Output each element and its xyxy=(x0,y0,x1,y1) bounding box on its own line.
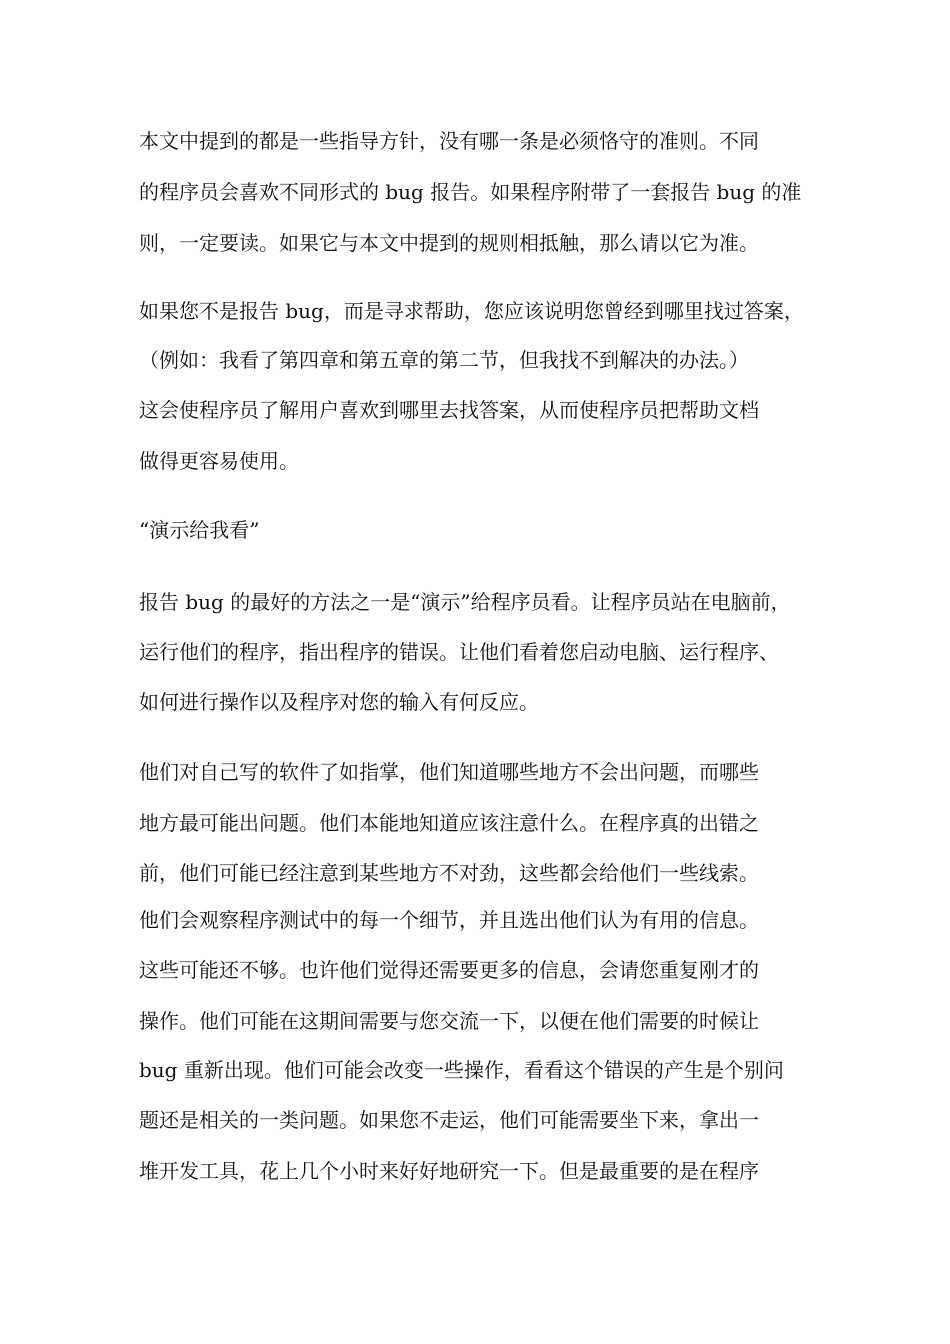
paragraph-3-line-2: 运行他们的程序，指出程序的错误。让他们看着您启动电脑、运行程序、 xyxy=(139,640,779,664)
paragraph-2-line-4: 做得更容易使用。 xyxy=(139,449,299,473)
paragraph-4-line-9: 堆开发工具，花上几个小时来好好地研究一下。但是最重要的是在程序 xyxy=(139,1159,759,1183)
paragraph-4-line-6: 操作。他们可能在这期间需要与您交流一下，以便在他们需要的时候让 xyxy=(139,1009,759,1033)
paragraph-4-line-2: 地方最可能出问题。他们本能地知道应该注意什么。在程序真的出错之 xyxy=(139,811,759,835)
paragraph-4-line-7: bug 重新出现。他们可能会改变一些操作，看看这个错误的产生是个别问 xyxy=(139,1058,784,1082)
paragraph-4-line-8: 题还是相关的一类问题。如果您不走运，他们可能需要坐下来，拿出一 xyxy=(139,1108,759,1132)
paragraph-1-line-3: 则，一定要读。如果它与本文中提到的规则相抵触，那么请以它为准。 xyxy=(139,231,759,255)
paragraph-4-line-4: 他们会观察程序测试中的每一个细节，并且选出他们认为有用的信息。 xyxy=(139,908,759,932)
paragraph-2-line-1: 如果您不是报告 bug，而是寻求帮助，您应该说明您曾经到哪里找过答案， xyxy=(139,299,804,323)
paragraph-2-line-3: 这会使程序员了解用户喜欢到哪里去找答案，从而使程序员把帮助文档 xyxy=(139,398,759,422)
paragraph-3-line-1: 报告 bug 的最好的方法之一是“演示”给程序员看。让程序员站在电脑前， xyxy=(139,590,791,614)
paragraph-1-line-1: 本文中提到的都是一些指导方针，没有哪一条是必须恪守的准则。不同 xyxy=(139,129,759,153)
section-heading: “演示给我看” xyxy=(139,518,260,542)
paragraph-3-line-3: 如何进行操作以及程序对您的输入有何反应。 xyxy=(139,690,539,714)
paragraph-4-line-1: 他们对自己写的软件了如指掌，他们知道哪些地方不会出问题，而哪些 xyxy=(139,760,759,784)
paragraph-4-line-5: 这些可能还不够。也许他们觉得还需要更多的信息，会请您重复刚才的 xyxy=(139,958,759,982)
paragraph-4-line-3: 前，他们可能已经注意到某些地方不对劲，这些都会给他们一些线索。 xyxy=(139,861,759,885)
paragraph-1-line-2: 的程序员会喜欢不同形式的 bug 报告。如果程序附带了一套报告 bug 的准 xyxy=(139,180,802,204)
paragraph-2-line-2: （例如：我看了第四章和第五章的第二节，但我找不到解决的办法。） xyxy=(139,348,749,372)
